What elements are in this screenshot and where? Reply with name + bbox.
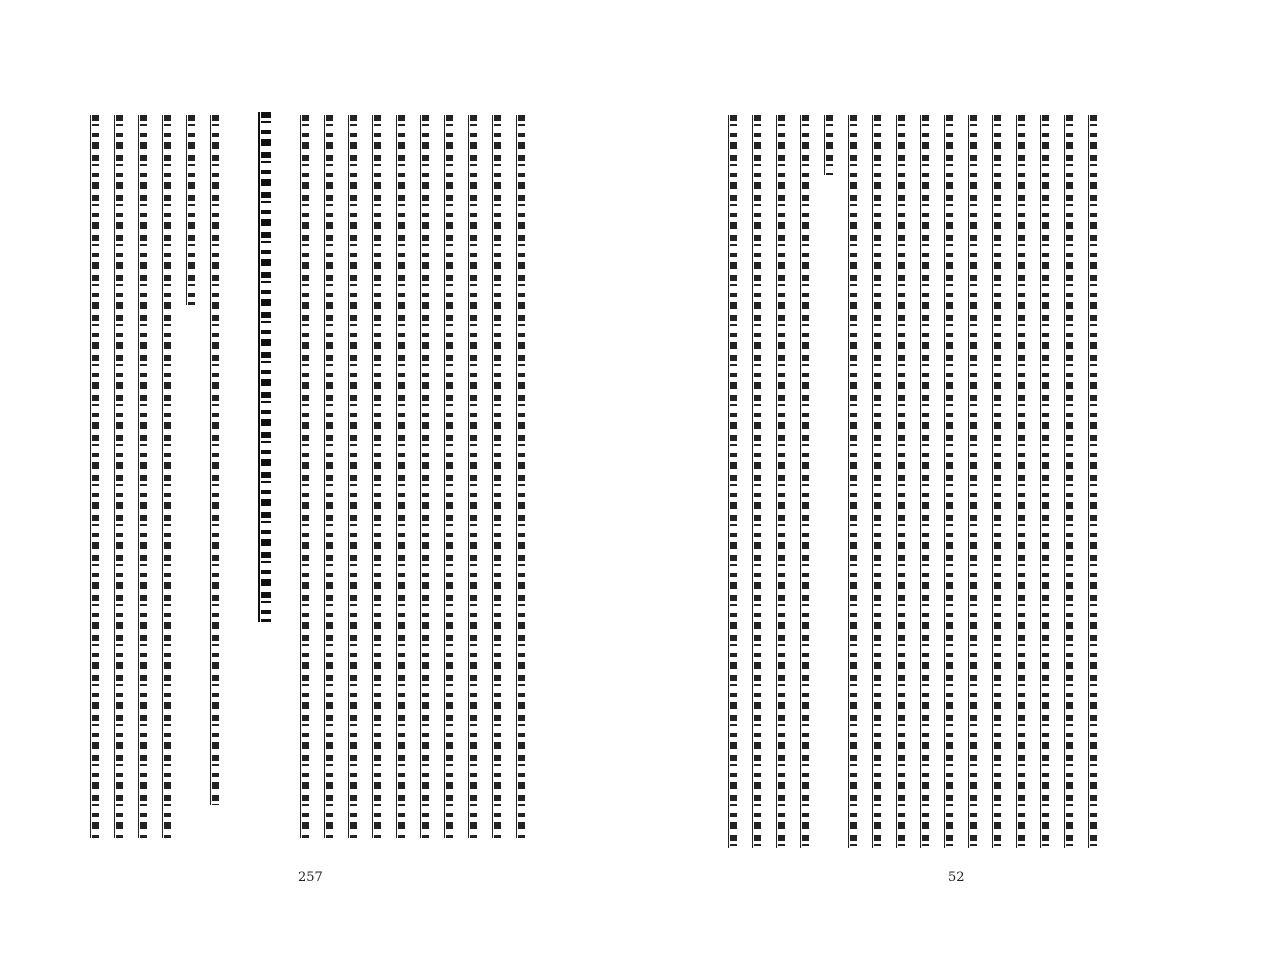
text-column: [1064, 115, 1077, 848]
text-column: [1088, 115, 1101, 848]
text-column: [896, 115, 909, 848]
page-number: 257: [298, 870, 323, 885]
text-column: [372, 115, 385, 838]
text-column: [114, 115, 127, 838]
right-page: [632, 0, 1265, 978]
text-column: [300, 115, 313, 838]
text-column: [492, 115, 505, 838]
text-column: [872, 115, 885, 848]
text-column: [348, 115, 361, 838]
text-column: [800, 115, 813, 848]
text-column: [1016, 115, 1029, 848]
page-number: 52: [948, 870, 965, 885]
text-column: [824, 115, 837, 175]
text-column: [186, 115, 199, 305]
text-column: [776, 115, 789, 848]
text-column: [968, 115, 981, 848]
text-column: [444, 115, 457, 838]
text-column: [516, 115, 529, 838]
text-column: [90, 115, 103, 838]
text-column: [920, 115, 933, 848]
section-heading: [258, 112, 276, 622]
text-column: [210, 115, 223, 805]
text-column: [324, 115, 337, 838]
text-column: [1040, 115, 1053, 848]
text-column: [848, 115, 861, 848]
text-column: [728, 115, 741, 848]
text-column: [944, 115, 957, 848]
text-column: [162, 115, 175, 838]
text-column: [396, 115, 409, 838]
text-column: [468, 115, 481, 838]
text-column: [420, 115, 433, 838]
left-page: [0, 0, 632, 978]
text-column: [752, 115, 765, 848]
text-column: [138, 115, 151, 838]
text-column: [992, 115, 1005, 848]
